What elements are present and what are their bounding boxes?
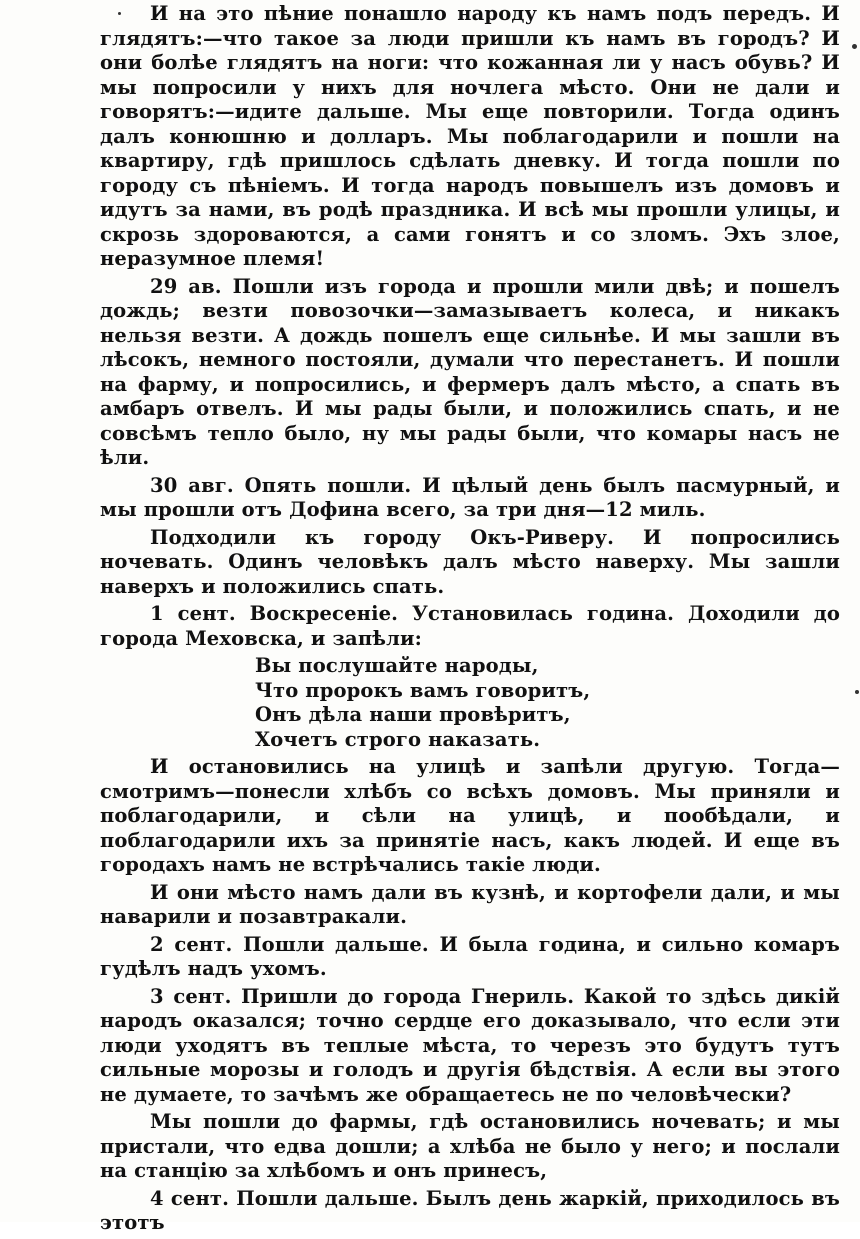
scan-speck — [118, 12, 121, 15]
poem-line: Вы послушайте народы, — [255, 654, 539, 677]
paragraph: 29 ав. Пошли изъ города и прошли мили двѣ; и пошелъ дождь; везти повозочки—замазываетъ колеса, и никакъ нельзя везти. А дождь пошелъ еще сильнѣе. И мы зашли въ лѣсокъ, немного постояли, думали что перестанетъ. И пошли на фарму, и попросились, и фермеръ далъ мѣсто, а спать въ амбаръ отвелъ. И мы рады были, и положились спать, и не совсѣмъ тепло было, ну мы рады были, что комары насъ не ѣли. — [100, 274, 840, 469]
poem-line: Онъ дѣла наши провѣритъ, — [255, 703, 571, 726]
paragraph: Подходили къ городу Окъ-Риверу. И попросились ночевать. Одинъ человѣкъ далъ мѣсто наверху. Мы зашли наверхъ и положились спать. — [100, 525, 840, 598]
paragraph: 4 сент. Пошли дальше. Былъ день жаркій, приходилось въ этотъ — [100, 1186, 840, 1234]
poem-line: Хочетъ строго наказать. — [255, 727, 541, 751]
scan-speck — [855, 690, 859, 694]
paragraph: И остановились на улицѣ и запѣли другую. Тогда—смотримъ—понесли хлѣбъ со всѣхъ домовъ. Мы приняли и поблагодарили, и сѣли на улицѣ, и пообѣдали, и поблагодарили ихъ за принятіе насъ, какъ людей. И еще въ городахъ намъ не встрѣчались такіе люди. — [100, 755, 840, 876]
page-text — [100, 2, 840, 1239]
paragraph: И на это пѣние понашло народу къ намъ подъ передъ. И глядятъ:—что такое за люди пришли къ намъ въ городъ? И они болѣе глядятъ на ноги: что кожанная ли у насъ обувь? И мы попросили у нихъ для ночлега мѣсто. Они не дали и говорятъ:—идите дальше. Мы еще повторили. Тогда одинъ далъ конюшню и долларъ. Мы поблагодарили и пошли на квартиру, гдѣ пришлось сдѣлать дневку. И тогда пошли по городу съ пѣніемъ. И тогда народъ повышелъ изъ домовъ и идутъ за нами, въ родѣ праздника. И всѣ мы прошли улицы, и скрозь здороваются, а сами гонятъ и со зломъ. Эхъ злое, неразумное племя! — [100, 2, 840, 270]
paragraph: Мы пошли до фармы, гдѣ остановились ночевать; и мы пристали, что едва дошли; а хлѣба не было у него; и послали на станцію за хлѣбомъ и онъ принесъ, — [100, 1110, 840, 1182]
paragraph: 3 сент. Пришли до города Гнериль. Какой то здѣсь дикій народъ оказался; точно сердце его доказывало, что если эти люди уходятъ въ теплые мѣста, то черезъ это будутъ тутъ сильные морозы и голодъ и другія бѣдствія. А если вы этого не думаете, то зачѣмъ же обращаетесь не по человѣчески? — [100, 984, 840, 1106]
scan-speck — [852, 44, 857, 49]
paragraph: 1 сент. Воскресеніе. Установилась година. Доходили до города Меховска, и запѣли: — [100, 602, 840, 650]
poem — [255, 654, 840, 752]
paragraph: 2 сент. Пошли дальше. И была година, и сильно комаръ гудѣлъ надъ ухомъ. — [100, 932, 840, 980]
poem-line: Что пророкъ вамъ говоритъ, — [255, 678, 591, 702]
paragraph: И они мѣсто намъ дали въ кузнѣ, и кортофели дали, и мы наварили и позавтракали. — [100, 880, 840, 928]
paragraph: 30 авг. Опять пошли. И цѣлый день былъ пасмурный, и мы прошли отъ Дофина всего, за три дня—12 миль. — [100, 473, 840, 521]
